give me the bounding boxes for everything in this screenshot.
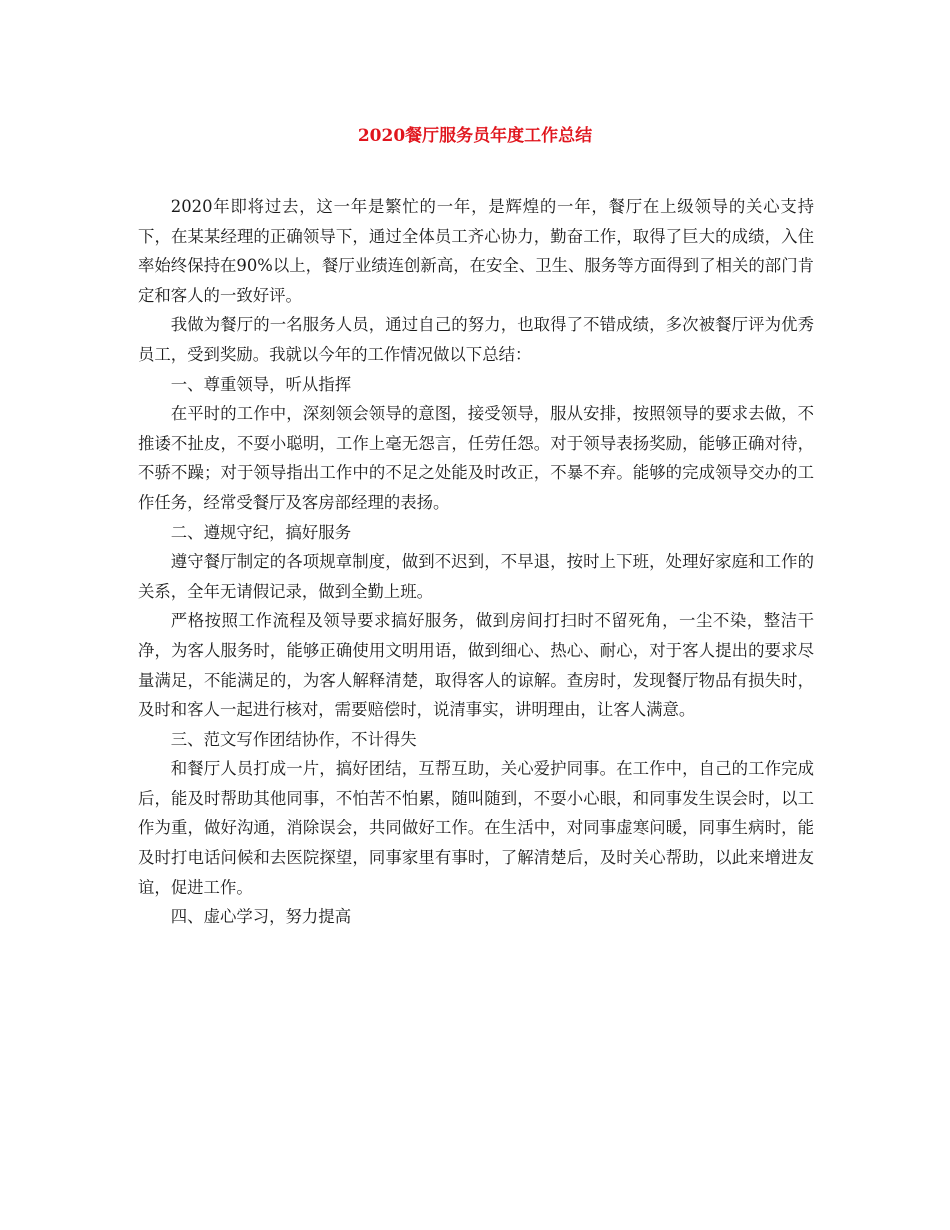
document-body (138, 192, 814, 932)
paragraph-section-1: 在平时的工作中，深刻领会领导的意图，接受领导，服从安排，按照领导的要求去做，不推诿不扯皮，不耍小聪明，工作上毫无怨言，任劳任怨。对于领导表扬奖励，能够正确对待，不骄不躁；对于领导指出工作中的不足之处能及时改正，不暴不弃。能够的完成领导交办的工作任务，经常受餐厅及客房部经理的表扬。 (138, 404, 814, 512)
section-heading-1: 一、尊重领导，听从指挥 (170, 374, 352, 394)
section-heading-2: 二、遵规守纪，搞好服务 (170, 522, 352, 542)
document-title: 2020餐厅服务员年度工作总结 (357, 126, 593, 146)
paragraph-intro: 2020年即将过去，这一年是繁忙的一年，是辉煌的一年，餐厅在上级领导的关心支持下，在某某经理的正确领导下，通过全体员工齐心协力，勤奋工作，取得了巨大的成绩，入住率始终保持在90%以上，餐厅业绩连创新高，在安全、卫生、服务等方面得到了相关的部门肯定和客人的一致好评。 (138, 197, 814, 305)
paragraph-section-3: 和餐厅人员打成一片，搞好团结，互帮互助，关心爱护同事。在工作中，自己的工作完成后，能及时帮助其他同事，不怕苦不怕累，随叫随到，不耍小心眼，和同事发生误会时，以工作为重，做好沟通，消除误会，共同做好工作。在生活中，对同事虚寒问暖，同事生病时，能及时打电话问候和去医院探望，同事家里有事时，了解清楚后，及时关心帮助，以此来增进友谊，促进工作。 (138, 759, 814, 897)
section-heading-4: 四、虚心学习，努力提高 (170, 907, 352, 927)
paragraph-self-summary: 我做为餐厅的一名服务人员，通过自己的努力，也取得了不错成绩，多次被餐厅评为优秀员工，受到奖励。我就以今年的工作情况做以下总结： (138, 315, 814, 364)
paragraph-section-2b: 严格按照工作流程及领导要求搞好服务，做到房间打扫时不留死角，一尘不染，整洁干净，为客人服务时，能够正确使用文明用语，做到细心、热心、耐心，对于客人提出的要求尽量满足，不能满足的，为客人解释清楚，取得客人的谅解。查房时，发现餐厅物品有损失时，及时和客人一起进行核对，需要赔偿时，说清事实，讲明理由，让客人满意。 (138, 611, 814, 720)
section-heading-3: 三、范文写作团结协作，不计得失 (170, 729, 417, 749)
paragraph-section-2a: 遵守餐厅制定的各项规章制度，做到不迟到，不早退，按时上下班，处理好家庭和工作的关系，全年无请假记录，做到全勤上班。 (138, 552, 814, 601)
